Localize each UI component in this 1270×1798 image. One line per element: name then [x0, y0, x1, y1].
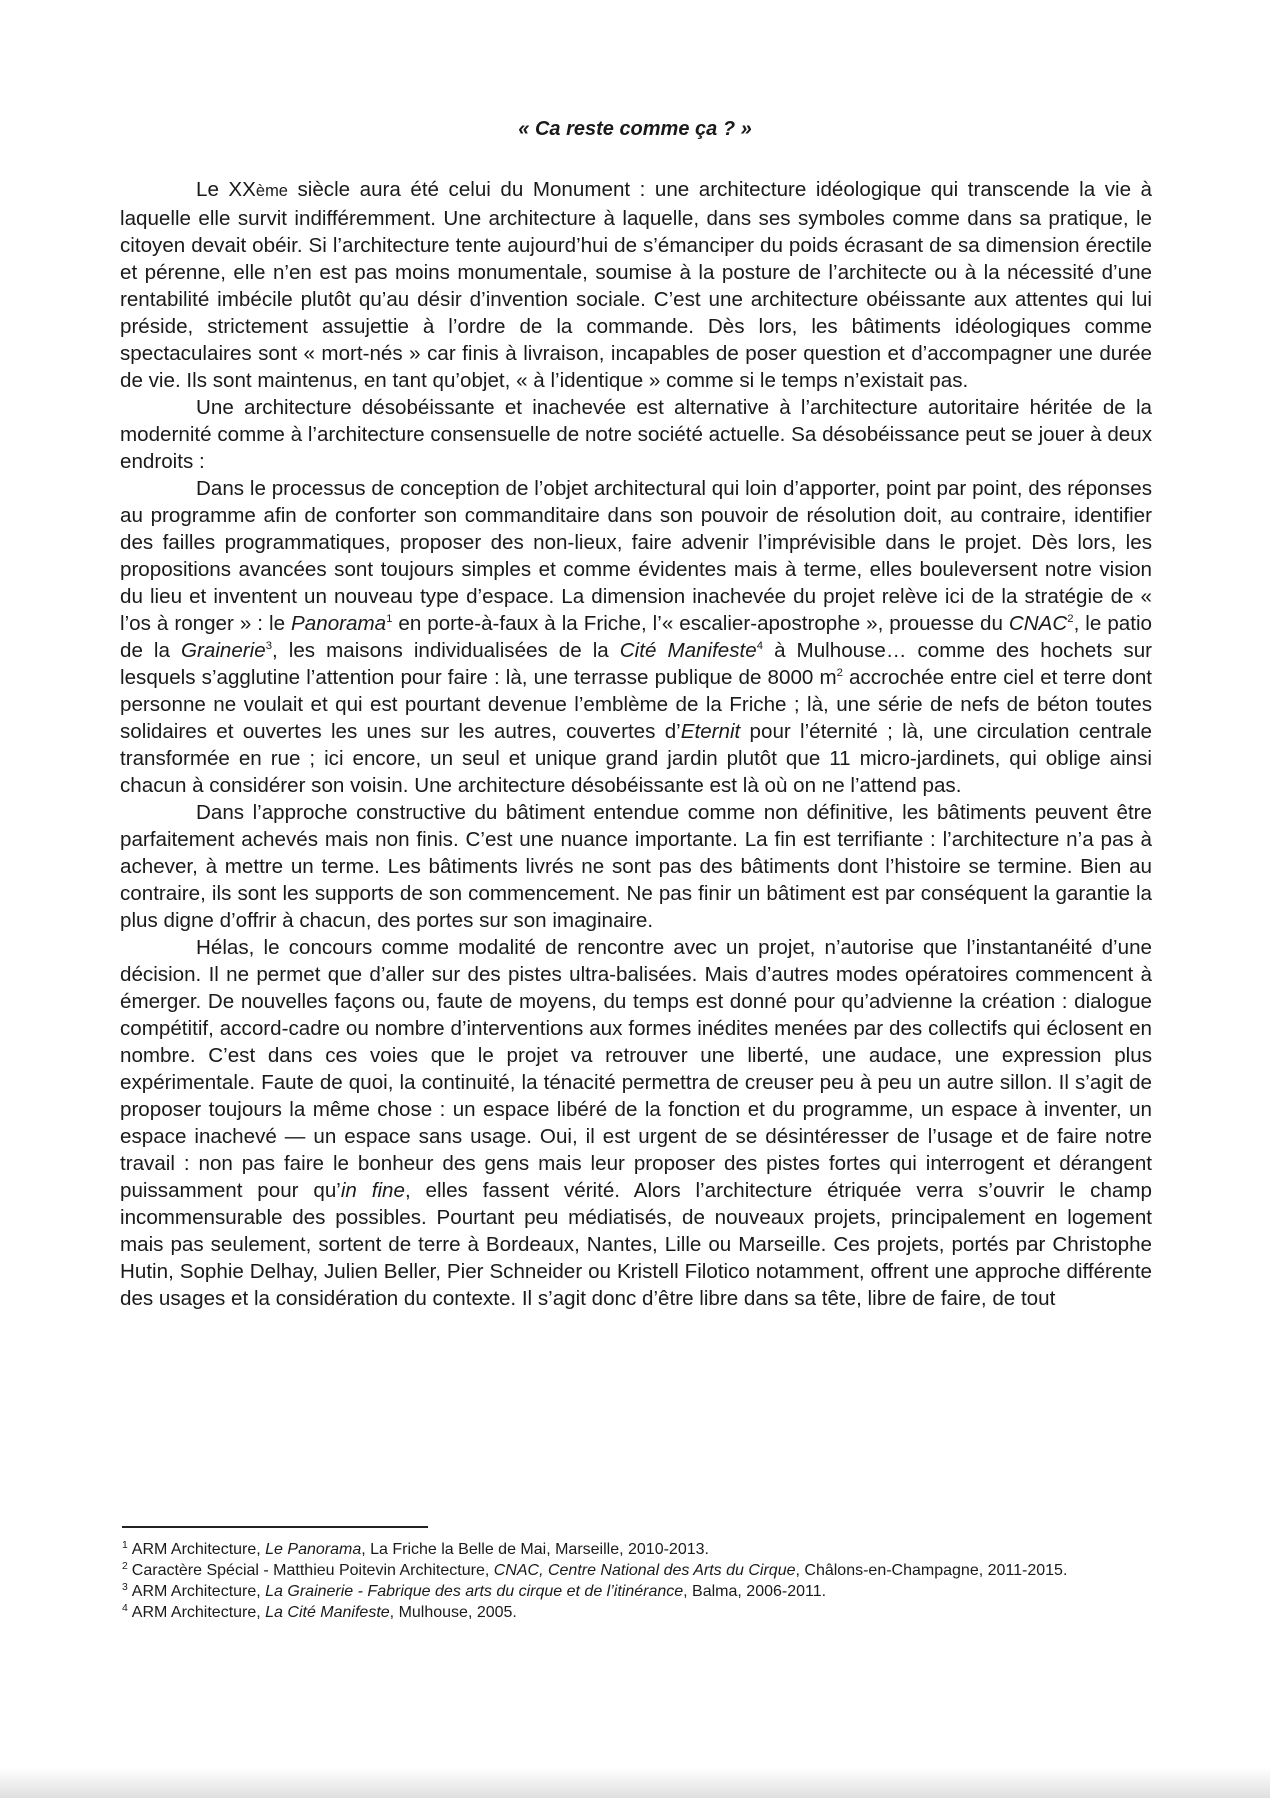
text-run: , Balma, 2006-2011. [683, 1583, 827, 1600]
text-run: Le XX [196, 178, 256, 201]
footnote-ref: 2 [836, 667, 843, 680]
paragraph [120, 799, 1152, 934]
text-run: siècle aura été celui du Monument : une architecture idéologique qui transcende la vie à laquelle elle survit indifféremment. Une architecture à laquelle, dans ses symboles comme dans sa pratique, le citoyen devait obéir. Si l’architecture tente aujourd’hui de s’émanciper du poids écrasant de sa dimension érectile et pérenne, elle n’en est pas moins monumentale, soumise à la posture de l’architecte ou à la nécessité d’une rentabilité imbécile plutôt qu’au désir d’invention sociale. C’est une architecture obéissante aux attentes qui lui préside, strictement assujettie à l’ordre de la commande. Dès lors, les bâtiments idéologiques comme spectaculaires sont « mort-nés » car finis à livraison, incapables de poser question et d’accompagner une durée de vie. Ils sont maintenus, en tant qu’objet, « à l’identique » comme si le temps n’existait pas. [120, 178, 1152, 392]
text-run: , Châlons-en-Champagne, 2011-2015. [795, 1562, 1068, 1579]
text-run: accrochée entre ciel et terre dont personne ne voulait et qui est pourtant devenue l’emblème de la Friche ; là, une série de nefs de béton toutes solidaires et ouvertes les unes sur les autres, couvertes d’ [120, 666, 1152, 743]
footnote-ref: 3 [265, 640, 273, 653]
footnote [122, 1602, 1162, 1623]
footnote-ref: 1 [122, 1539, 128, 1551]
italic-text: CNAC, Centre National des Arts du Cirque [493, 1562, 796, 1579]
paragraph [120, 475, 1152, 799]
footnote-ref: 4 [122, 1602, 128, 1614]
text-run: Une architecture désobéissante et inachevée est alternative à l’architecture autoritaire héritée de la modernité comme à l’architecture consensuelle de notre société actuelle. Sa désobéissance peut se jouer à deux endroits : [120, 396, 1152, 473]
text-run: Dans le processus de conception de l’objet architectural qui loin d’apporter, point par point, des réponses au programme afin de conforter son commanditaire dans son pouvoir de résolution doit, au contraire, identifier des failles programmatiques, proposer des non-lieux, faire advenir l’imprévisible dans le projet. Dès lors, les propositions avancées sont toujours simples et comme évidentes mais à terme, elles bouleversent notre vision du lieu et inventent un nouveau type d’espace. La dimension inachevée du projet relève ici de la stratégie de « l’os à ronger » : le [120, 477, 1152, 635]
text-run: ARM Architecture, [131, 1604, 266, 1621]
footnote-ref: 4 [756, 640, 764, 653]
italic-text: Panorama [291, 612, 387, 635]
page-bottom-shadow [0, 1768, 1270, 1798]
body-text [120, 176, 1152, 1312]
text-run: ARM Architecture, [131, 1541, 266, 1558]
italic-text: La Grainerie - Fabrique des arts du cirque et de l’itinérance [265, 1583, 684, 1600]
italic-text: in fine [340, 1179, 405, 1202]
text-run: à Mulhouse… comme des hochets sur lesquels s’agglutine l’attention pour faire : là, une terrasse publique de 8000 m [120, 639, 1153, 689]
footnote-separator [122, 1526, 428, 1528]
italic-text: Cité Manifeste [619, 639, 757, 662]
footnote-ref: 2 [1067, 613, 1074, 626]
footnote-ref: 1 [386, 613, 393, 626]
text-run: , elles fassent vérité. Alors l’architecture étriquée verra s’ouvrir le champ incommensurable des possibles. Pourtant peu médiatisés, de nouveaux projets, principalement en logement mais pas seulement, sortent de terre à Bordeaux, Nantes, Lille ou Marseille. Ces projets, portés par Christophe Hutin, Sophie Delhay, Julien Beller, Pier Schneider ou Kristell Filotico notamment, offrent une approche différente des usages et la considération du contexte. Il s’agit donc d’être libre dans sa tête, libre de faire, de tout [120, 1179, 1152, 1310]
text-run: , le patio de la [120, 612, 1152, 662]
italic-text: Le Panorama [265, 1541, 362, 1558]
text-run: Caractère Spécial - Matthieu Poitevin Architecture, [131, 1562, 494, 1579]
paragraph [120, 394, 1152, 475]
footnote [122, 1560, 1162, 1581]
ordinal-suffix: ème [255, 182, 288, 200]
italic-text: La Cité Manifeste [265, 1604, 390, 1621]
text-run: Hélas, le concours comme modalité de rencontre avec un projet, n’autorise que l’instantanéité d’une décision. Il ne permet que d’aller sur des pistes ultra-balisées. Mais d’autres modes opératoires commencent à émerger. De nouvelles façons ou, faute de moyens, du temps est donné pour qu’advienne la création : dialogue compétitif, accord-cadre ou nombre d’interventions aux formes inédites menées par des collectifs qui éclosent en nombre. C’est dans ces voies que le projet va retrouver une liberté, une audace, une expression plus expérimentale. Faute de quoi, la continuité, la ténacité permettra de creuser peu à peu un autre sillon. Il s’agit de proposer toujours la même chose : un espace libéré de la fonction et du programme, un espace à inventer, un espace inachevé — un espace sans usage. Oui, il est urgent de se désintéresser de l’usage et de faire notre travail : non pas faire le bonheur des gens mais leur proposer des pistes fortes qui interrogent et dérangent puissamment pour qu’ [120, 936, 1152, 1202]
text-run: , les maisons individualisées de la [272, 639, 620, 662]
paragraph [120, 176, 1152, 394]
text-run: , Mulhouse, 2005. [389, 1604, 517, 1621]
footnotes [122, 1539, 1162, 1623]
text-run: ARM Architecture, [131, 1583, 266, 1600]
text-run: Dans l’approche constructive du bâtiment entendue comme non définitive, les bâtiments peuvent être parfaitement achevés mais non finis. C’est une nuance importante. La fin est terrifiante : l’architecture n’a pas à achever, à mettre un terme. Les bâtiments livrés ne sont pas des bâtiments dont l’histoire se termine. Bien au contraire, ils sont les supports de son commencement. Ne pas finir un bâtiment est par conséquent la garantie la plus digne d’offrir à chacun, des portes sur son imaginaire. [120, 801, 1152, 932]
footnote-ref: 3 [122, 1581, 128, 1593]
italic-text: CNAC [1008, 612, 1068, 635]
italic-text: Eternit [680, 720, 741, 743]
text-run: pour l’éternité ; là, une circulation centrale transformée en rue ; ici encore, un seul et unique grand jardin plutôt que 11 micro-jardinets, qui oblige ainsi chacun à considérer son voisin. Une architecture désobéissante est là où on ne l’attend pas. [120, 720, 1152, 797]
footnote [122, 1581, 1162, 1602]
footnote [122, 1539, 1162, 1560]
footnote-ref: 2 [122, 1560, 128, 1572]
page-title: « Ca reste comme ça ? » [518, 118, 752, 140]
text-run: en porte-à-faux à la Friche, l’« escalier-apostrophe », prouesse du [392, 612, 1009, 635]
italic-text: Grainerie [181, 639, 266, 662]
paragraph [120, 934, 1152, 1312]
text-run: , La Friche la Belle de Mai, Marseille, 2010-2013. [361, 1541, 709, 1558]
